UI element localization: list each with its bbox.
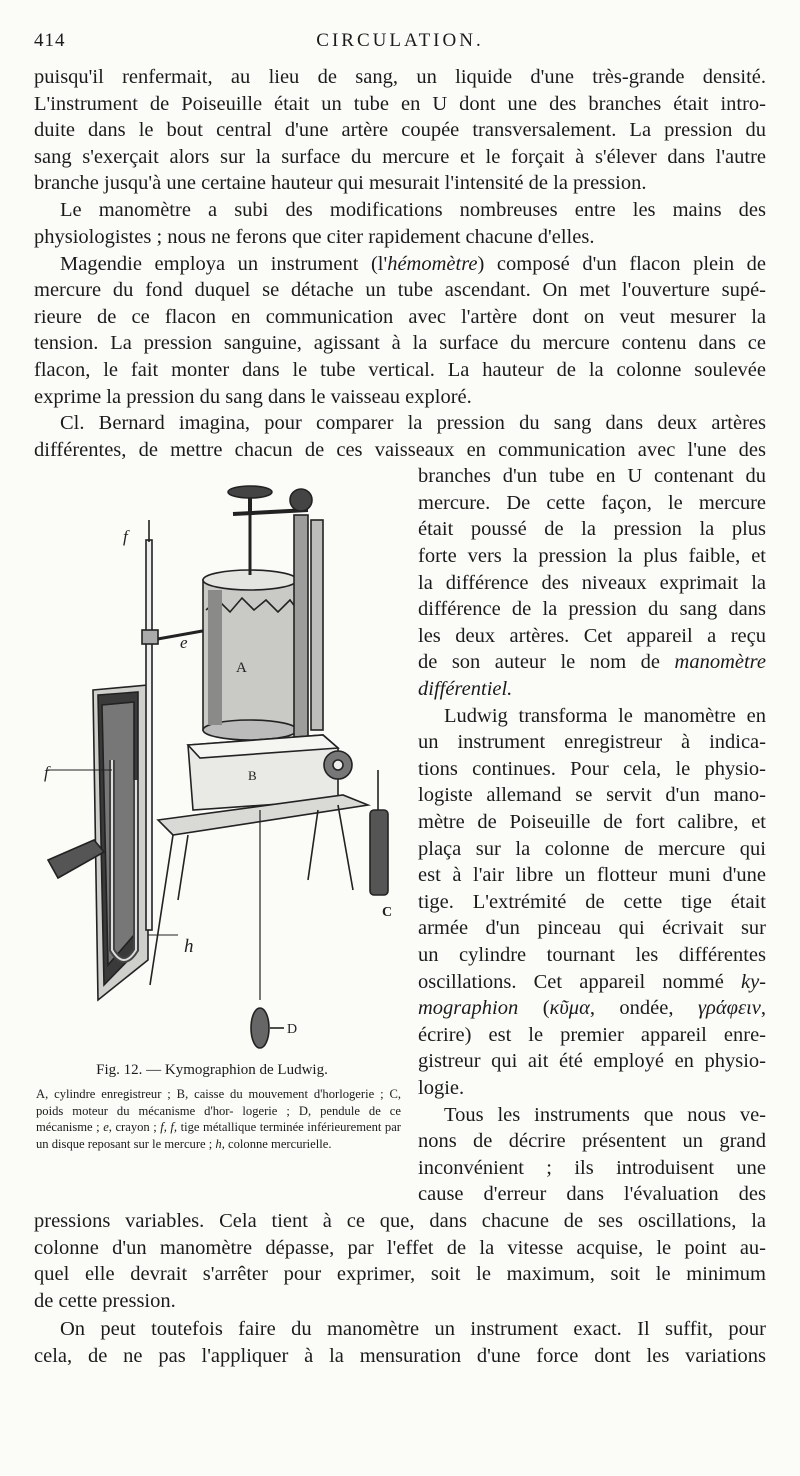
text-line: plaça sur la colonne de mercure qui [418,838,766,860]
text-line: la différence des niveaux exprimait la [418,572,766,594]
text-line: Tous les instruments que nous ve- [444,1104,766,1126]
label-e: e [180,633,188,652]
text-line: Le manomètre a subi des modifications nombreuses entre les mains des [60,199,766,221]
text-line: un instrument enregistreur à indica- [418,731,766,753]
text-line: rieure de ce flacon en communication avec l'artère dont on veut mesurer la [34,306,766,328]
text-line: pressions variables. Cela tient à ce que, dans chacune de ses oscillations, la [34,1210,766,1232]
text-line: Ludwig transforma le manomètre en [444,705,766,727]
text-line: de son auteur le nom de manomètre [418,651,766,673]
text-line: inconvénient ; ils introduisent une [418,1157,766,1179]
text-line: branches d'un tube en U contenant du [418,465,766,487]
text-line: tige. L'extrémité de cette tige était [418,891,766,913]
text-line: un cylindre tournant les différentes [418,944,766,966]
text-line: cela, de ne pas l'appliquer à la mensuration d'une force dont les variations [34,1345,766,1367]
text-line: physiologistes ; nous ne ferons que citer rapidement chacune d'elles. [34,226,595,248]
running-title: CIRCULATION. [316,30,484,51]
text-line: différentiel. [418,678,513,700]
text-line: Magendie employa un instrument (l'hémomètre) composé d'un flacon plein de [60,253,766,275]
label-f-upper: f [123,527,128,546]
label-f-lower: f [44,763,49,782]
text-line: est à l'air libre un flotteur muni d'une [418,864,766,886]
label-B: B [248,768,257,783]
text-line: sang s'exerçait alors sur la surface du mercure et le forçait à s'élever dans l'autre [34,146,766,168]
text-line: nons de décrire présentent un grand [418,1130,766,1152]
text-line: de cette pression. [34,1290,176,1312]
label-C: C [382,905,393,920]
kymographion-figure [38,480,410,1060]
text-line: exprime la pression du sang dans le vaisseau exploré. [34,386,472,408]
text-line: Cl. Bernard imagina, pour comparer la pression du sang dans deux artères [60,412,766,434]
text-line: mercure du fond duquel se détache un tube ascendant. On met l'ouverture supé- [34,279,766,301]
text-line: oscillations. Cet appareil nommé ky- [418,971,766,993]
text-line: puisqu'il renfermait, au lieu de sang, un liquide d'une très-grande densité. [34,66,766,88]
label-D: D [287,1022,298,1037]
page-number: 414 [34,30,66,51]
figure-caption: Fig. 12. — Kymographion de Ludwig. [96,1062,328,1078]
text-line: mètre de Poiseuille de fort calibre, et [418,811,766,833]
text-line: cause d'erreur dans l'évaluation des [418,1183,766,1205]
label-h: h [184,936,194,957]
text-line: tension. La pression sanguine, agissant à la surface du mercure contenu dans ce [34,332,766,354]
text-line: branche jusqu'à une certaine hauteur qui mesurait l'intensité de la pression. [34,172,647,194]
text-line: On peut toutefois faire du manomètre un instrument exact. Il suffit, pour [60,1318,766,1340]
running-header [34,30,766,58]
text-line: L'instrument de Poiseuille était un tube en U dont une des branches était intro- [34,93,766,115]
text-line: différentes, de mettre chacun de ces vaisseaux en communication avec l'une des [34,439,766,461]
text-line: forte vers la pression la plus faible, et [418,545,766,567]
text-line: mercure. De cette façon, le mercure [418,492,766,514]
text-line: écrire) est le premier appareil enre- [418,1024,766,1046]
kymographion-drawing [38,480,410,1060]
label-A: A [236,660,247,676]
text-line: colonne d'un manomètre dépasse, par l'effet de la vitesse acquise, le point au- [34,1237,766,1259]
text-line: logiste allemand se servit d'un mano- [418,784,766,806]
text-line: duite dans le bout central d'une artère coupée transversalement. La pression du [34,119,766,141]
text-line: différence de la pression du sang dans [418,598,766,620]
text-line: armée d'un pinceau qui écrivait sur [418,917,766,939]
text-line: logie. [418,1077,465,1099]
text-line: gistreur qui ait été employé en physio- [418,1050,766,1072]
figure-legend: A, cylindre enregistreur ; B, caisse du mouvement d'horlogerie ; C, poids moteur du mécanisme d'hor- logerie ; D, pendule de ce mécanisme ; e, crayon ; f, f, tige métallique terminée inférieurement par un disque reposant sur le mercure ; h, colonne mercurielle. [36,1087,401,1151]
text-line: flacon, le fait monter dans le tube vertical. La hauteur de la colonne soulevée [34,359,766,381]
text-line: tions continues. Pour cela, le physio- [418,758,766,780]
text-line: quel elle devrait s'arrêter pour exprimer, soit le maximum, soit le minimum [34,1263,766,1285]
text-line: mographion (κῦμα, ondée, γράφειν, [418,997,766,1019]
text-line: était poussé de la pression la plus [418,518,766,540]
text-line: les deux artères. Cet appareil a reçu [418,625,766,647]
